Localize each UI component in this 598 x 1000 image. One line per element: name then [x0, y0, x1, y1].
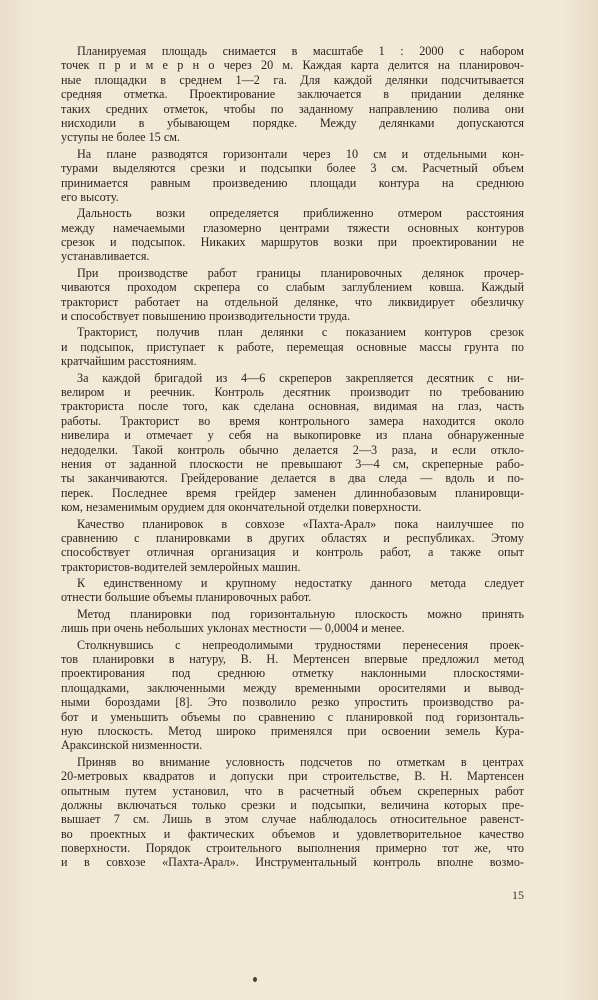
paper-speck — [253, 977, 257, 982]
text-line: Приняв во внимание условность подсчетов по отметкам в центрах — [77, 754, 524, 769]
text-line: турами выделяются срезки и подсыпки более 3 см. Расчетный объем — [61, 161, 524, 176]
text-line: перек. Последнее время грейдер заменен длиннобазовым планировщи- — [61, 485, 524, 500]
text-line: его высоту. — [61, 189, 119, 204]
text-line: должны включаться только срезки и подсыпки, величина которых пре- — [61, 797, 524, 812]
text-line: К единственному и крупному недостатку данного метода следует — [77, 576, 524, 591]
text-line: На плане разводятся горизонтали через 10 см и отдельными кон- — [77, 146, 524, 161]
text-line: тов планировки в натуру, В. Н. Мертенсен впервые предложил метод — [61, 652, 524, 667]
text-line: ные площадки в среднем 1—2 га. Для каждой делянки подсчитывается — [61, 72, 524, 87]
text-line: Столкнувшись с непреодолимыми трудностями перенесения проек- — [77, 637, 524, 652]
paragraph — [61, 266, 524, 324]
text-line: опытным путем установил, что в расчетный объем скреперных работ — [61, 783, 524, 798]
text-line: тракторист работает на отдельной делянке, что ликвидирует обезличку — [61, 294, 524, 309]
text-line: ную плоскость. Метод широко применялся при освоении земель Кура- — [61, 723, 524, 738]
text-line: площадками, заключенными между временными оросителями и вывод- — [61, 680, 524, 695]
text-line: ком, незаменимым орудием для окончательной отделки поверхности. — [61, 500, 422, 515]
paragraph — [61, 147, 524, 205]
paragraph — [61, 325, 524, 368]
text-line: отнести большие объемы планировочных работ. — [61, 590, 312, 605]
text-line: уступы не более 15 см. — [61, 130, 180, 145]
paragraph — [61, 607, 524, 636]
text-line: бот и уменьшить объемы по сравнению с планировкой под горизонталь- — [61, 709, 524, 724]
text-line: и подсыпок, приступает к работе, перемещая основные массы грунта по — [61, 339, 524, 354]
text-line: и способствует повышению производительности труда. — [61, 309, 351, 324]
text-line: срезок и подсыпок. Никаких маршрутов возки при проектировании не — [61, 235, 524, 250]
text-line: средняя отметка. Проектирование заключается в придании делянке — [61, 87, 524, 102]
text-line: сравнению с планировками в других областях и республиках. Этому — [61, 530, 524, 545]
text-line: Метод планировки под горизонтальную плоскость можно принять — [77, 606, 524, 621]
text-line: таких средних отметок, чтобы по заданному направлению полива они — [61, 101, 524, 116]
text-line: ты заканчиваются. Грейдерование делается в два следа — вдоль и по- — [61, 471, 524, 486]
text-line: точек п р и м е р н о через 20 м. Каждая карта делится на планировоч- — [61, 58, 524, 73]
text-line: Планируемая площадь снимается в масштабе 1 : 2000 с набором — [77, 44, 524, 58]
text-line: вышает 7 см. Лишь в этом случае наблюдалось относительное равенст- — [61, 812, 524, 827]
text-line: работы. Тракторист во время контрольного замера находится около — [61, 413, 524, 428]
text-line: велиром и реечник. Контроль десятник производит по требованию — [61, 384, 524, 399]
text-line: поверхности. Порядок строительного выполнения примерно тот же, что — [61, 841, 524, 856]
text-line: Тракторист, получив план делянки с показанием контуров срезок — [77, 325, 524, 340]
body-text — [61, 44, 524, 870]
text-line: во проектных и фактических объемов и удовлетворительное качество — [61, 826, 524, 841]
text-line: нисходили в убывающем порядке. Между делянками допускаются — [61, 115, 524, 130]
text-line: Дальность возки определяется приближенно отмером расстояния — [77, 206, 524, 221]
text-line: нения от заданной плоскости не превышают 3—4 см, скреперные рабо- — [61, 456, 524, 471]
text-line: способствует отличная организация и контроль работ, а также опыт — [61, 545, 524, 560]
text-line: нивелира и отмечает у себя на выкопировке из плана обнаруженные — [61, 428, 524, 443]
text-line: между намечаемыми глазомерно центрами тяжести основных контуров — [61, 220, 524, 235]
text-line: трактористов-водителей землеройных машин. — [61, 559, 301, 574]
paragraph — [61, 638, 524, 753]
text-line: ными бороздами [8]. Это позволило резко упростить производство ра- — [61, 695, 524, 710]
page-number: 15 — [512, 888, 524, 902]
paragraph — [61, 517, 524, 575]
text-line: принимается равным произведению площади контура на среднюю — [61, 175, 524, 190]
text-line: чиваются проходом скрепера со слабым заглублением ковша. Каждый — [61, 280, 524, 295]
text-line: За каждой бригадой из 4—6 скреперов закрепляется десятник с ни- — [77, 370, 524, 385]
text-line: и в совхозе «Пахта-Арал». Инструментальный контроль вполне возмо- — [61, 855, 524, 870]
text-line: недоделки. Такой контроль обычно делается 2—3 раза, и если откло- — [61, 442, 524, 457]
paragraph — [61, 371, 524, 515]
paragraph — [61, 755, 524, 870]
text-line: устанавливается. — [61, 249, 150, 264]
paragraph — [61, 44, 524, 145]
text-line: кратчайшим расстояниям. — [61, 354, 197, 369]
text-line: Качество планировок в совхозе «Пахта-Арал» пока наилучшее по — [77, 516, 524, 531]
text-line: При производстве работ границы планировочных делянок прочер- — [77, 265, 524, 280]
text-line: 20-метровых квадратов и допуски при строительстве, В. Н. Мартенсен — [61, 769, 524, 784]
text-line: лишь при очень небольших уклонах местности — 0,0004 и менее. — [61, 621, 405, 636]
text-line: тракториста после того, как сделана основная, видимая на глаз, часть — [61, 399, 524, 414]
text-line: Араксинской низменности. — [61, 738, 203, 753]
text-line: проектирования под среднюю отметку наклонными плоскостями- — [61, 666, 524, 681]
paragraph — [61, 206, 524, 264]
paragraph — [61, 576, 524, 605]
